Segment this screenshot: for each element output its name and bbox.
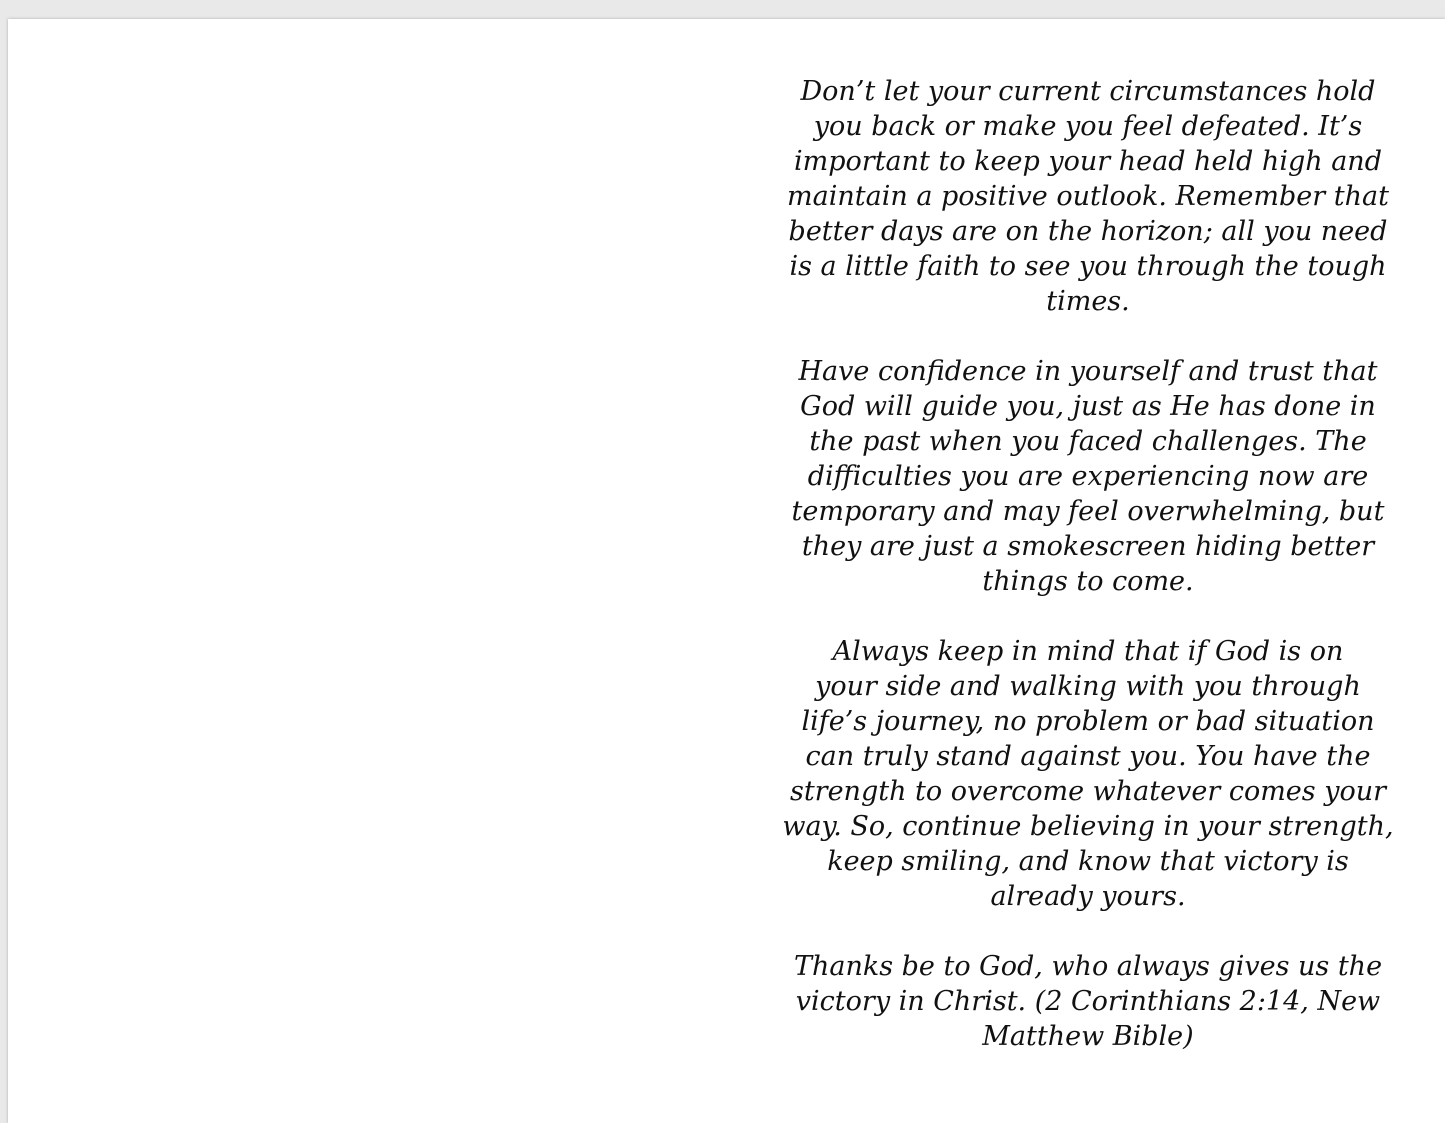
text-line: the past when you faced challenges. The	[809, 426, 1367, 457]
text-line: life’s journey, no problem or bad situation	[801, 706, 1375, 737]
paragraph-3	[763, 634, 1413, 914]
text-line: times.	[1046, 286, 1130, 317]
paragraph-2	[763, 354, 1413, 599]
text-line: difficulties you are experiencing now are	[807, 461, 1369, 492]
paragraph-1	[763, 74, 1413, 319]
text-line: can truly stand against you. You have the	[805, 741, 1371, 772]
text-line: strength to overcome whatever comes your	[789, 776, 1387, 807]
text-line: victory in Christ. (2 Corinthians 2:14, New	[795, 986, 1381, 1017]
text-line: is a little faith to see you through the tough	[789, 251, 1387, 282]
text-line: important to keep your head held high and	[794, 146, 1382, 177]
text-line: Always keep in mind that if God is on	[832, 636, 1344, 667]
text-line: they are just a smokescreen hiding better	[801, 531, 1375, 562]
text-line: way. So, continue believing in your strength,	[782, 811, 1394, 842]
text-line: temporary and may feel overwhelming, but	[791, 496, 1385, 527]
text-line: maintain a positive outlook. Remember that	[787, 181, 1389, 212]
text-line: Thanks be to God, who always gives us the	[793, 951, 1383, 982]
text-line: your side and walking with you through	[815, 671, 1361, 702]
document-page	[8, 19, 1445, 1123]
text-line: better days are on the horizon; all you need	[788, 216, 1388, 247]
text-line: Matthew Bible)	[982, 1021, 1194, 1052]
text-line: Have confidence in yourself and trust that	[798, 356, 1378, 387]
text-column	[763, 74, 1413, 1089]
text-line: you back or make you feel defeated. It’s	[813, 111, 1363, 142]
text-line: already yours.	[990, 881, 1186, 912]
scripture-quote	[763, 949, 1413, 1054]
text-line: Don’t let your current circumstances hold	[800, 76, 1376, 107]
text-line: keep smiling, and know that victory is	[827, 846, 1349, 877]
text-line: God will guide you, just as He has done in	[800, 391, 1376, 422]
text-line: things to come.	[982, 566, 1194, 597]
